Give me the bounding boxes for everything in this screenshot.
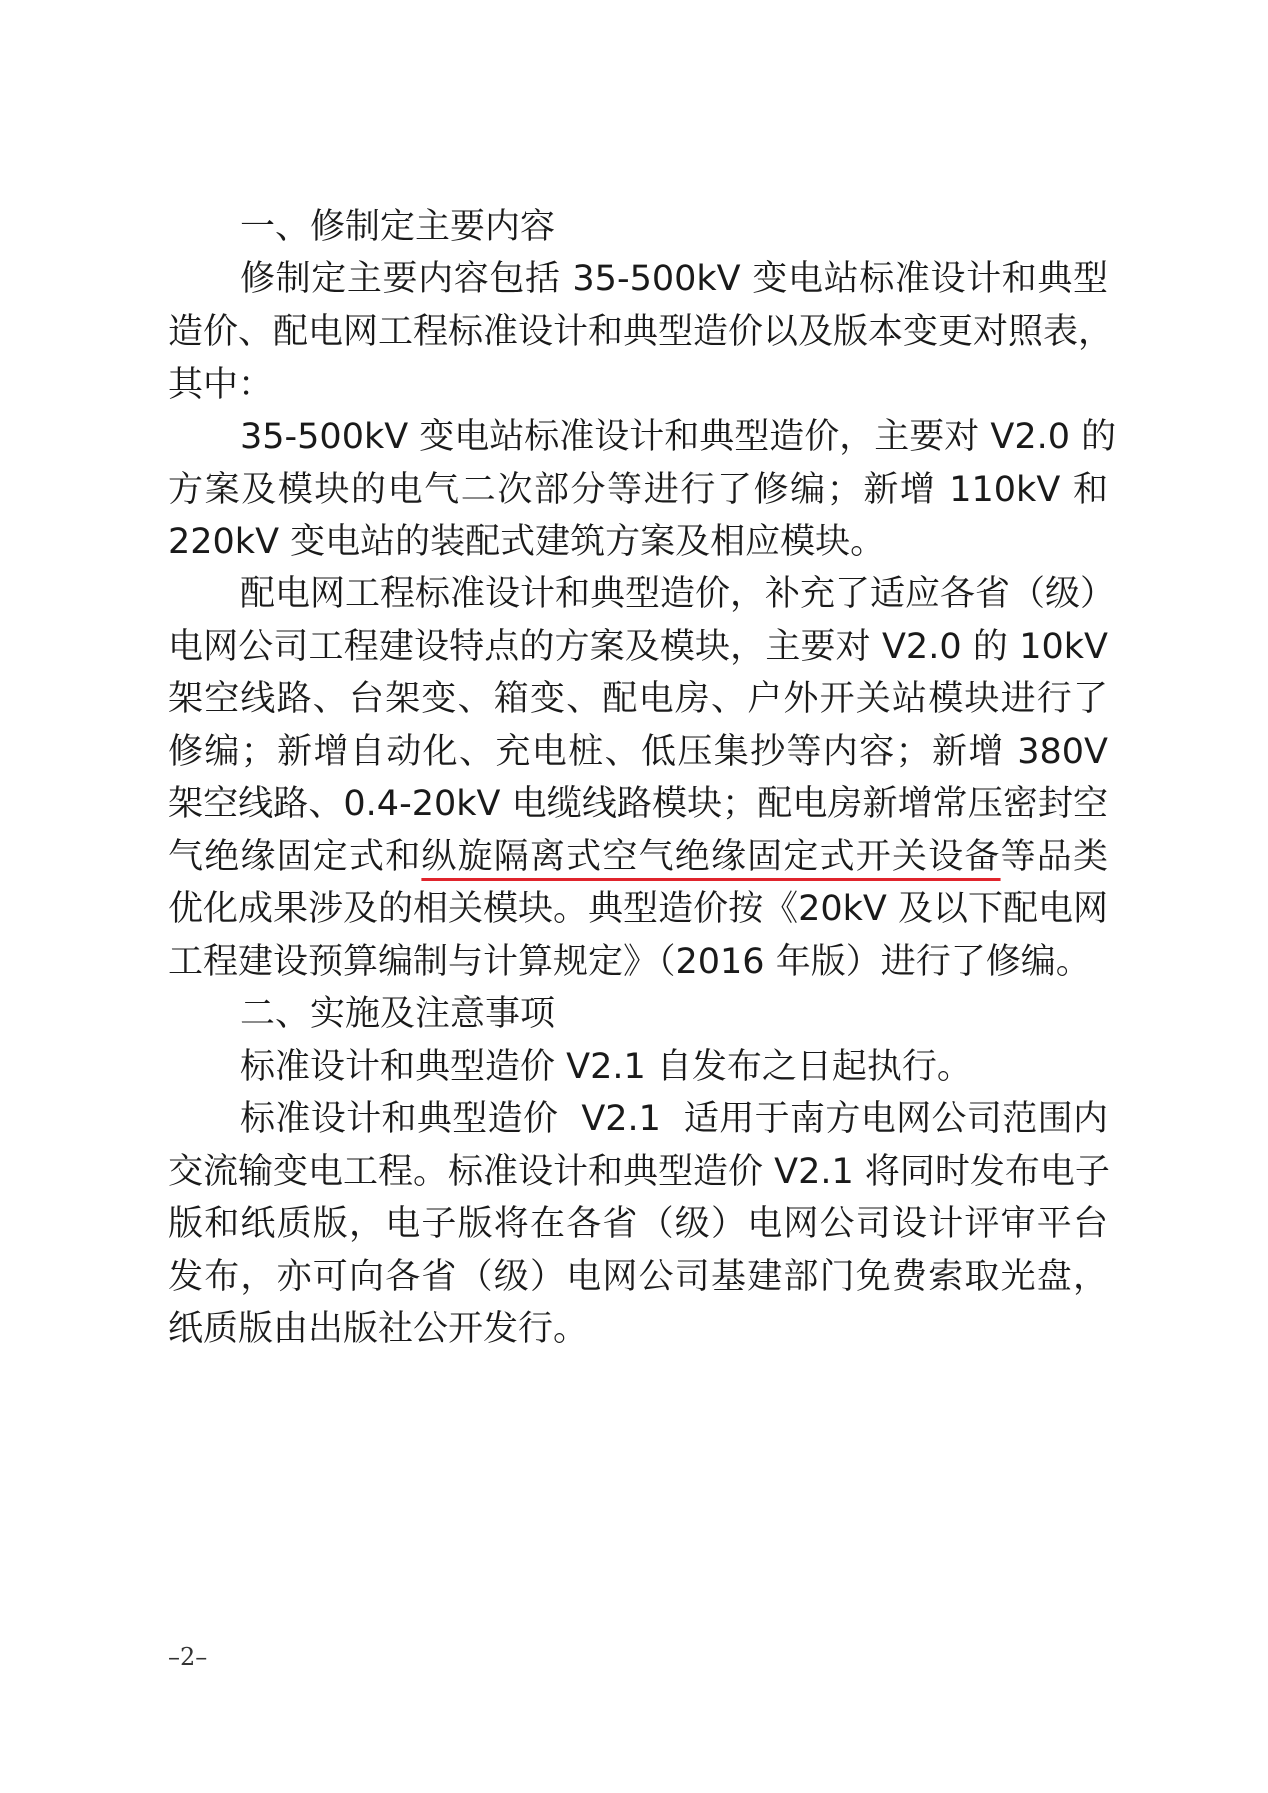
paragraph-1-line-1: 修制定主要内容包括 35-500kV 变电站标准设计和典型 — [240, 259, 1108, 299]
page-number: –2– — [168, 1643, 208, 1671]
paragraph-5-line-3: 版和纸质版，电子版将在各省（级）电网公司设计评审平台 — [168, 1204, 1108, 1244]
paragraph-4: 标准设计和典型造价 V2.1 自发布之日起执行。 — [240, 1047, 972, 1087]
paragraph-3-line-2: 电网公司工程建设特点的方案及模块，主要对 V2.0 的 10kV — [168, 627, 1108, 667]
paragraph-2-line-1: 35-500kV 变电站标准设计和典型造价，主要对 V2.0 的 — [240, 417, 1117, 457]
paragraph-5-line-1: 标准设计和典型造价 V2.1 适用于南方电网公司范围内 — [240, 1099, 1108, 1139]
line-6-before-text: 气绝缘固定式和 — [168, 837, 422, 877]
section-heading-1: 一、修制定主要内容 — [240, 207, 556, 247]
paragraph-5-line-4: 发布，亦可向各省（级）电网公司基建部门免费索取光盘， — [168, 1257, 1108, 1297]
paragraph-5-line-5: 纸质版由出版社公开发行。 — [168, 1309, 589, 1349]
paragraph-3-line-4: 修编；新增自动化、充电桩、低压集抄等内容；新增 380V — [168, 732, 1108, 772]
paragraph-2-line-3: 220kV 变电站的装配式建筑方案及相应模块。 — [168, 522, 886, 562]
paragraph-3-line-1: 配电网工程标准设计和典型造价，补充了适应各省（级） — [240, 574, 1116, 614]
paragraph-5-line-2: 交流输变电工程。标准设计和典型造价 V2.1 将同时发布电子 — [168, 1152, 1110, 1192]
paragraph-1-line-3: 其中： — [168, 365, 274, 405]
paragraph-1-line-2: 造价、配电网工程标准设计和典型造价以及版本变更对照表， — [168, 312, 1114, 352]
paragraph-3-line-8: 工程建设预算编制与计算规定》（2016 年版）进行了修编。 — [168, 942, 1091, 982]
paragraph-3-line-5: 架空线路、0.4-20kV 电缆线路模块；配电房新增常压密封空 — [168, 784, 1108, 824]
line-6-after-text: 等品类 — [1000, 837, 1108, 877]
section-heading-2: 二、实施及注意事项 — [240, 994, 556, 1034]
paragraph-3-line-7: 优化成果涉及的相关模块。典型造价按《20kV 及以下配电网 — [168, 889, 1108, 929]
paragraph-2-line-2: 方案及模块的电气二次部分等进行了修编；新增 110kV 和 — [168, 470, 1108, 510]
paragraph-3-line-6 — [168, 835, 1108, 879]
red-underlined-text: 纵旋隔离式空气绝缘固定式开关设备 — [421, 837, 1001, 877]
paragraph-3-line-3: 架空线路、台架变、箱变、配电房、户外开关站模块进行了 — [168, 679, 1108, 719]
